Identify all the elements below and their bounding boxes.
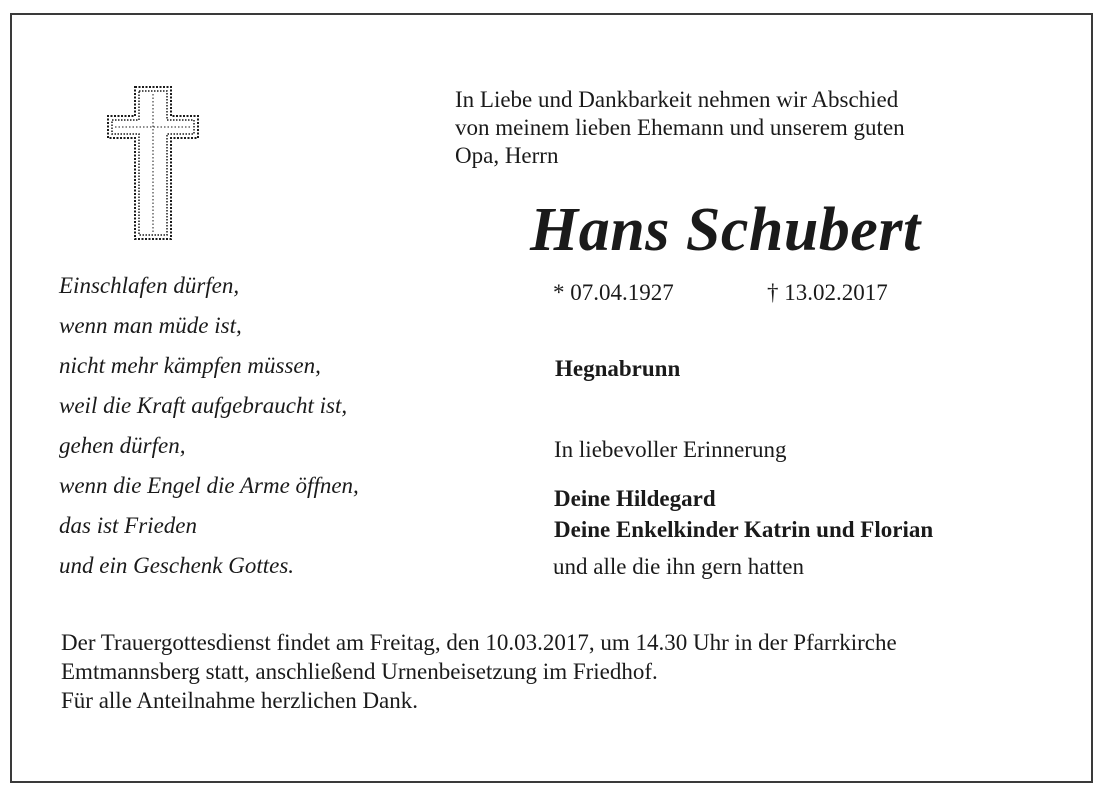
poem-line: weil die Kraft aufgebraucht ist, [59, 393, 348, 418]
poem-line: nicht mehr kämpfen müssen, [59, 353, 321, 378]
service-line: Der Trauergottesdienst findet am Freitag, den 10.03.2017, um 14.30 Uhr in der Pfarrkirche [61, 630, 897, 655]
intro-text [455, 86, 1055, 170]
signer-line: Deine Hildegard [554, 486, 716, 511]
place-of-residence: Hegnabrunn [555, 356, 681, 381]
birth-date: * 07.04.1927 [553, 280, 674, 305]
others-line: und alle die ihn gern hatten [553, 554, 805, 579]
poem-line: Einschlafen dürfen, [59, 273, 240, 298]
poem-line: wenn die Engel die Arme öffnen, [59, 473, 359, 498]
signers [554, 483, 933, 545]
death-date: † 13.02.2017 [767, 280, 888, 305]
poem-line: und ein Geschenk Gottes. [59, 553, 295, 578]
service-announcement [61, 628, 1081, 715]
poem [59, 266, 359, 586]
poem-line: gehen dürfen, [59, 433, 186, 458]
poem-line: das ist Frieden [59, 513, 197, 538]
intro-line: In Liebe und Dankbarkeit nehmen wir Abschied [455, 87, 899, 112]
cross-icon [107, 86, 199, 240]
intro-line: von meinem lieben Ehemann und unserem guten [455, 115, 905, 140]
deceased-name: Hans Schubert [530, 196, 921, 264]
service-line: Emtmannsberg statt, anschließend Urnenbeisetzung im Friedhof. [61, 659, 658, 684]
memory-line: In liebevoller Erinnerung [554, 437, 787, 462]
poem-line: wenn man müde ist, [59, 313, 242, 338]
signer-line: Deine Enkelkinder Katrin und Florian [554, 517, 934, 542]
service-line: Für alle Anteilnahme herzlichen Dank. [61, 688, 419, 713]
intro-line: Opa, Herrn [455, 143, 559, 168]
